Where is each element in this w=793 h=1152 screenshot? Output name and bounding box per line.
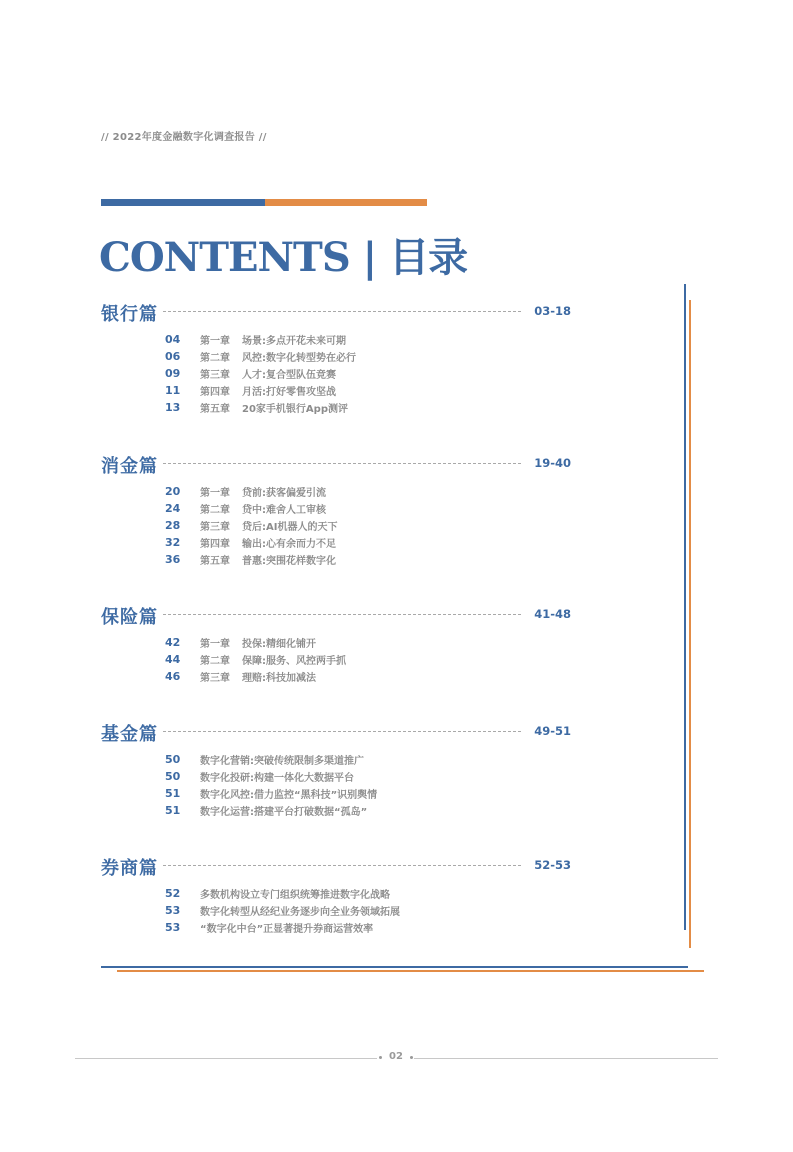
item-chapter: 第三章 xyxy=(200,522,230,533)
toc-item[interactable] xyxy=(165,483,337,500)
section-page-range: 49-51 xyxy=(534,724,571,738)
title-bar-orange xyxy=(265,199,427,206)
toc-item[interactable] xyxy=(165,500,337,517)
item-title: 人才:复合型队伍竞赛 xyxy=(242,370,336,381)
item-title: 投保:精细化铺开 xyxy=(242,639,316,650)
toc-item[interactable] xyxy=(165,768,377,785)
item-title: “数字化中台”正显著提升券商运营效率 xyxy=(200,924,374,935)
item-page: 28 xyxy=(165,519,181,532)
section-title: 银行篇 xyxy=(101,304,158,325)
section-header[interactable] xyxy=(101,720,571,745)
item-page: 42 xyxy=(165,636,181,649)
bottom-rule-blue xyxy=(101,966,688,968)
item-page: 20 xyxy=(165,485,181,498)
item-chapter: 第三章 xyxy=(200,673,230,684)
item-title: 贷前:获客偏爱引流 xyxy=(242,488,326,499)
section-page-range: 03-18 xyxy=(534,304,571,318)
dotted-leader xyxy=(163,731,521,732)
section-item-list xyxy=(165,751,377,819)
item-page: 11 xyxy=(165,384,181,397)
item-page: 36 xyxy=(165,553,181,566)
item-page: 52 xyxy=(165,887,181,900)
toc-item[interactable] xyxy=(165,751,377,768)
toc-item[interactable] xyxy=(165,399,356,416)
item-title: 数字化运营:搭建平台打破数据“孤岛” xyxy=(200,807,368,818)
footer-rule-right xyxy=(414,1058,718,1059)
footer-rule-left xyxy=(75,1058,377,1059)
section-header[interactable] xyxy=(101,452,571,477)
dotted-leader xyxy=(163,614,521,615)
section-page-range: 52-53 xyxy=(534,858,571,872)
item-chapter: 第四章 xyxy=(200,387,230,398)
dotted-leader xyxy=(163,865,521,866)
right-rule-blue xyxy=(684,284,686,930)
footer-dot-right xyxy=(410,1056,413,1059)
toc-item[interactable] xyxy=(165,365,356,382)
section-item-list xyxy=(165,885,400,936)
item-chapter: 第一章 xyxy=(200,488,230,499)
toc-item[interactable] xyxy=(165,902,400,919)
item-chapter: 第二章 xyxy=(200,656,230,667)
item-chapter: 第三章 xyxy=(200,370,230,381)
title-bar-blue xyxy=(101,199,265,206)
section-title: 基金篇 xyxy=(101,724,158,745)
item-title: 20家手机银行App测评 xyxy=(242,404,348,415)
section-header[interactable] xyxy=(101,603,571,628)
toc-item[interactable] xyxy=(165,919,400,936)
item-title: 数字化投研:构建一体化大数据平台 xyxy=(200,773,354,784)
toc-item[interactable] xyxy=(165,668,346,685)
item-title: 输出:心有余而力不足 xyxy=(242,539,336,550)
item-title: 贷中:难舍人工审核 xyxy=(242,505,326,516)
section-title: 消金篇 xyxy=(101,456,158,477)
item-page: 32 xyxy=(165,536,181,549)
item-page: 44 xyxy=(165,653,181,666)
item-title: 数字化营销:突破传统限制多渠道推广 xyxy=(200,756,364,767)
bottom-rule-orange xyxy=(117,970,704,972)
item-chapter: 第一章 xyxy=(200,639,230,650)
toc-item[interactable] xyxy=(165,348,356,365)
section-header[interactable] xyxy=(101,300,571,325)
item-page: 50 xyxy=(165,753,181,766)
right-rule-orange xyxy=(689,300,691,948)
item-page: 24 xyxy=(165,502,181,515)
item-page: 04 xyxy=(165,333,181,346)
section-page-range: 19-40 xyxy=(534,456,571,470)
dotted-leader xyxy=(163,311,521,312)
item-page: 06 xyxy=(165,350,181,363)
item-title: 贷后:AI机器人的天下 xyxy=(242,522,338,533)
item-title: 保障:服务、风控两手抓 xyxy=(242,656,346,667)
section-header[interactable] xyxy=(101,854,571,879)
item-page: 13 xyxy=(165,401,181,414)
toc-item[interactable] xyxy=(165,651,346,668)
toc-item[interactable] xyxy=(165,885,400,902)
item-title: 风控:数字化转型势在必行 xyxy=(242,353,356,364)
item-page: 46 xyxy=(165,670,181,683)
item-chapter: 第二章 xyxy=(200,353,230,364)
item-page: 51 xyxy=(165,804,181,817)
section-title: 保险篇 xyxy=(101,607,158,628)
section-item-list xyxy=(165,634,346,685)
toc-item[interactable] xyxy=(165,785,377,802)
item-title: 数字化风控:借力监控“黑科技”识别舆情 xyxy=(200,790,378,801)
toc-item[interactable] xyxy=(165,534,337,551)
item-title: 数字化转型从经纪业务逐步向全业务领域拓展 xyxy=(200,907,400,918)
item-chapter: 第二章 xyxy=(200,505,230,516)
item-chapter: 第五章 xyxy=(200,404,230,415)
dotted-leader xyxy=(163,463,521,464)
item-page: 53 xyxy=(165,921,181,934)
section-title: 券商篇 xyxy=(101,858,158,879)
item-title: 月活:打好零售攻坚战 xyxy=(242,387,336,398)
toc-item[interactable] xyxy=(165,551,337,568)
toc-item[interactable] xyxy=(165,382,356,399)
item-chapter: 第一章 xyxy=(200,336,230,347)
item-title: 场景:多点开花未来可期 xyxy=(242,336,346,347)
toc-item[interactable] xyxy=(165,331,356,348)
section-page-range: 41-48 xyxy=(534,607,571,621)
item-page: 51 xyxy=(165,787,181,800)
report-header-tag: // 2022年度金融数字化调查报告 // xyxy=(101,132,267,143)
toc-item[interactable] xyxy=(165,634,346,651)
item-title: 理赔:科技加减法 xyxy=(242,673,316,684)
toc-item[interactable] xyxy=(165,802,377,819)
item-title: 普惠:突围花样数字化 xyxy=(242,556,336,567)
toc-item[interactable] xyxy=(165,517,337,534)
item-page: 50 xyxy=(165,770,181,783)
item-chapter: 第五章 xyxy=(200,556,230,567)
page-number: 02 xyxy=(389,1051,403,1062)
item-page: 53 xyxy=(165,904,181,917)
item-title: 多数机构设立专门组织统筹推进数字化战略 xyxy=(200,890,390,901)
item-page: 09 xyxy=(165,367,181,380)
item-chapter: 第四章 xyxy=(200,539,230,550)
section-item-list xyxy=(165,483,337,568)
section-item-list xyxy=(165,331,356,416)
contents-title: CONTENTS | 目录 xyxy=(99,234,468,281)
